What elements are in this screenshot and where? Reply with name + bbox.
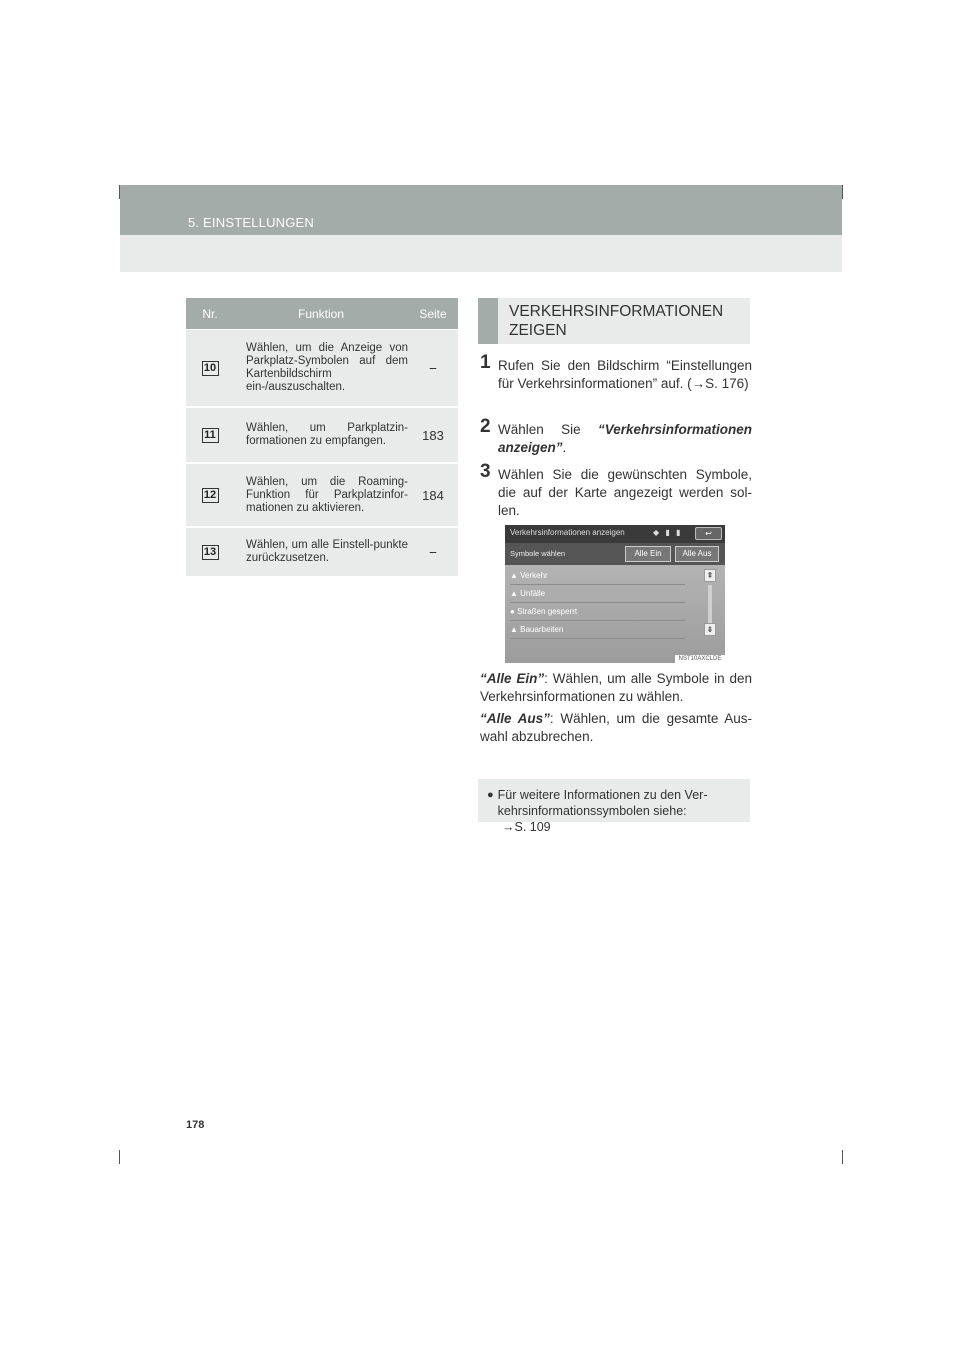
step-2 xyxy=(480,416,752,457)
row-page: ⎯ xyxy=(429,360,437,375)
step-1 xyxy=(480,352,752,393)
all-on-button[interactable]: Alle Ein xyxy=(625,546,671,562)
screen-title: Verkehrsinformationen anzeigen xyxy=(510,528,625,537)
note-reference: →S. 109 xyxy=(502,820,551,834)
section-heading xyxy=(478,298,750,344)
section-heading-text xyxy=(509,302,723,340)
list-item[interactable]: ▲ Bauarbeiten xyxy=(510,625,564,634)
list-item[interactable]: ● Straßen gesperrt xyxy=(510,607,578,616)
row-number-badge: 12 xyxy=(202,488,219,503)
crop-mark xyxy=(119,1150,120,1164)
all-off-button[interactable]: Alle Aus xyxy=(675,546,719,562)
description-all-on: “Alle Ein”: Wählen, um alle Symbole in den Verkehrsinformationen zu wählen. xyxy=(480,671,752,704)
row-function: Wählen, um alle Einstell-punkte zurückzusetzen. xyxy=(246,539,408,564)
status-icons: ◆ ▮ ▮ xyxy=(653,528,683,537)
step-3 xyxy=(480,461,752,520)
scroll-up-icon[interactable]: ⇞ xyxy=(704,569,716,582)
chapter-title: 5. EINSTELLUNGEN xyxy=(188,215,315,230)
step-number: 1 xyxy=(480,352,491,373)
screen-subrow xyxy=(505,543,725,565)
figure-code: NST10AXCLDE xyxy=(675,655,725,663)
table-row xyxy=(186,329,458,406)
table-row xyxy=(186,526,458,576)
row-function: Wählen, um Parkplatzin-formationen zu empfangen. xyxy=(246,422,408,447)
note-text: ● Für weitere Informationen zu den Ver-kehrsinformationssymbolen siehe: →S. 109 xyxy=(487,787,742,835)
list-item[interactable]: ▲ Unfälle xyxy=(510,589,546,598)
page-number: 178 xyxy=(186,1119,205,1131)
column-header-page: Seite xyxy=(419,306,447,321)
section-heading-accent xyxy=(478,298,498,344)
scrollbar-track[interactable] xyxy=(708,585,712,623)
section-heading-line2: ZEIGEN xyxy=(509,322,567,339)
header-subbar xyxy=(120,235,842,272)
divider xyxy=(510,602,685,603)
divider xyxy=(510,638,685,639)
row-page: 184 xyxy=(422,487,444,503)
divider xyxy=(510,584,685,585)
column-header-nr: Nr. xyxy=(202,306,218,321)
step-text: Rufen Sie den Bildschirm “Einstellungen für Verkehrsinformationen” auf. (→S. 176) xyxy=(498,358,752,391)
section-heading-line1: VERKEHRSINFORMATIONEN xyxy=(509,303,724,320)
divider xyxy=(510,620,685,621)
table-row xyxy=(186,406,458,462)
info-note xyxy=(478,779,750,834)
list-item[interactable]: ▲ Verkehr xyxy=(510,571,548,580)
row-number-badge: 13 xyxy=(202,545,219,560)
screen-title-bar xyxy=(505,525,725,543)
header-bar xyxy=(120,185,842,235)
screen-subheading: Symbole wählen xyxy=(510,549,566,558)
step-text: Wählen Sie die gewünschten Symbole, die auf der Karte angezeigt werden sol-len. xyxy=(498,467,752,518)
back-arrow-icon[interactable]: ↩ xyxy=(695,527,722,540)
row-number-badge: 10 xyxy=(202,361,219,376)
step-number: 3 xyxy=(480,461,491,482)
table-row xyxy=(186,462,458,526)
table-header xyxy=(186,298,458,329)
description-all-off: “Alle Aus”: Wählen, um die gesamte Aus-wahl abzubrechen. xyxy=(480,711,753,744)
row-page: 183 xyxy=(422,427,444,443)
crop-mark xyxy=(842,1150,843,1164)
step-text: Wählen Sie “Verkehrsinformationen anzeigen”. xyxy=(498,422,752,455)
scroll-down-icon[interactable]: ⇟ xyxy=(704,623,716,636)
function-table xyxy=(186,298,458,576)
column-header-function: Funktion xyxy=(297,306,345,321)
step-number: 2 xyxy=(480,416,491,437)
bullet-icon: ● xyxy=(487,789,494,801)
row-function: Wählen, um die Roaming-Funktion für Parkplatzinfor-mationen zu aktivieren. xyxy=(246,475,408,514)
screen-illustration xyxy=(505,525,725,663)
row-function: Wählen, um die Anzeige von Parkplatz-Symbolen auf dem Kartenbildschirm ein-/auszuschalten. xyxy=(246,342,408,393)
row-number-badge: 11 xyxy=(202,428,219,443)
crop-mark xyxy=(842,185,843,199)
row-page: ⎯ xyxy=(429,544,437,559)
